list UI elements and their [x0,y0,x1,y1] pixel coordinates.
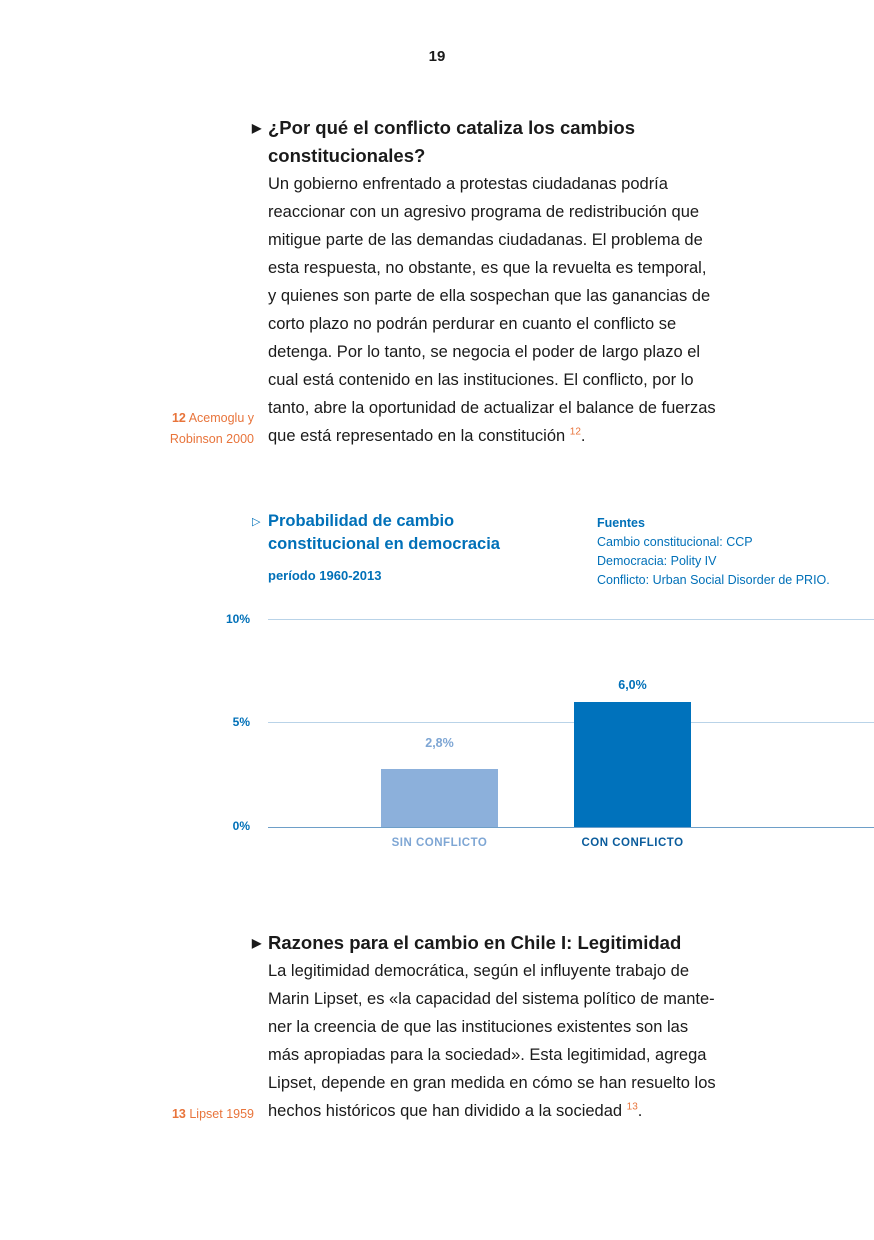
body-line: ner la creencia de que las instituciones existentes son las [268,1018,689,1036]
section-conflict [252,114,788,450]
body-line: y quienes son parte de ella sospechan que las ganancias de [268,287,711,305]
section-legitimidad [252,929,788,1125]
body-line [268,422,788,450]
section-heading-text: ¿Por qué el conflicto cataliza los cambios constitucionales? [268,117,636,166]
source-item: Conflicto: Urban Social Disorder de PRIO. [597,573,830,587]
body-line: Marin Lipset, es «la capacidad del sistema político de mante- [268,990,715,1008]
y-tick-0: 0% [232,819,250,833]
chart-title [252,510,568,556]
sidenote-text: Robinson 2000 [169,432,254,446]
body-line: detenga. Por lo tanto, se negocia el poder de largo plazo el [268,343,701,361]
triangle-bullet-icon: ▶ [252,936,262,950]
body-line: La legitimidad democrática, según el influyente trabajo de [268,962,690,980]
bar-sin-conflicto [381,769,498,827]
source-item: Cambio constitucional: CCP [597,535,753,549]
section-heading-text: Razones para el cambio en Chile I: Legitimidad [268,932,682,953]
x-label: SIN CONFLICTO [391,837,488,849]
body-line-text: hechos históricos que han dividido a la sociedad [268,1102,623,1120]
y-tick-5: 5% [232,715,250,729]
section-body [268,170,788,450]
body-line [268,1097,788,1125]
sidenote-number: 12 [171,411,186,425]
triangle-bullet-icon: ▶ [252,121,262,135]
sidenote-13 [172,1104,254,1125]
body-line: Lipset, depende en gran medida en cómo se han resuelto los [268,1074,716,1092]
footnote-ref[interactable]: 13 [626,1101,638,1113]
body-line: mitigue parte de las demandas ciudadanas. El problema de [268,231,703,249]
body-line: más apropiadas para la sociedad». Esta legitimidad, agrega [268,1046,707,1064]
gridline-10 [268,619,874,620]
chart-title-line: constitucional en democracia [268,535,500,553]
body-line: corto plazo no podrán perdurar en cuanto el conflicto se [268,315,677,333]
body-line: Un gobierno enfrentado a protestas ciudadanas podría [268,175,668,193]
section-heading [252,114,788,170]
baseline-0 [268,827,874,828]
x-label: CON CONFLICTO [581,837,684,849]
body-line: reaccionar con un agresivo programa de redistribución que [268,203,700,221]
body-line: esta respuesta, no obstante, es que la revuelta es temporal, [268,259,707,277]
section-heading [252,929,788,957]
bar-con-conflicto [574,702,691,827]
outline-triangle-icon: ▷ [252,516,261,528]
period: . [580,427,586,445]
sidenote-text: Acemoglu y [188,411,254,425]
gridline-5 [268,722,874,723]
footnote-ref[interactable]: 12 [569,426,581,438]
chart-title-line: Probabilidad de cambio [268,512,455,530]
source-item: Democracia: Polity IV [597,554,717,568]
page-number: 19 [428,48,446,65]
sources-heading: Fuentes [597,516,645,530]
body-line: tanto, abre la oportunidad de actualizar el balance de fuerzas [268,399,716,417]
bar-value-label: 6,0% [618,678,647,692]
sidenote-text: Lipset 1959 [189,1107,254,1121]
chart-sources [597,514,830,590]
section-body [268,957,788,1125]
body-line: cual está contenido en las instituciones. El conflicto, por lo [268,371,694,389]
y-tick-10: 10% [225,612,250,626]
sidenote-12 [170,408,254,450]
sidenote-number: 13 [171,1107,186,1121]
bar-value-label: 2,8% [425,736,454,750]
chart-period: período 1960-2013 [268,568,382,583]
body-line-text: que está representado en la constitución [268,427,566,445]
period: . [637,1102,643,1120]
